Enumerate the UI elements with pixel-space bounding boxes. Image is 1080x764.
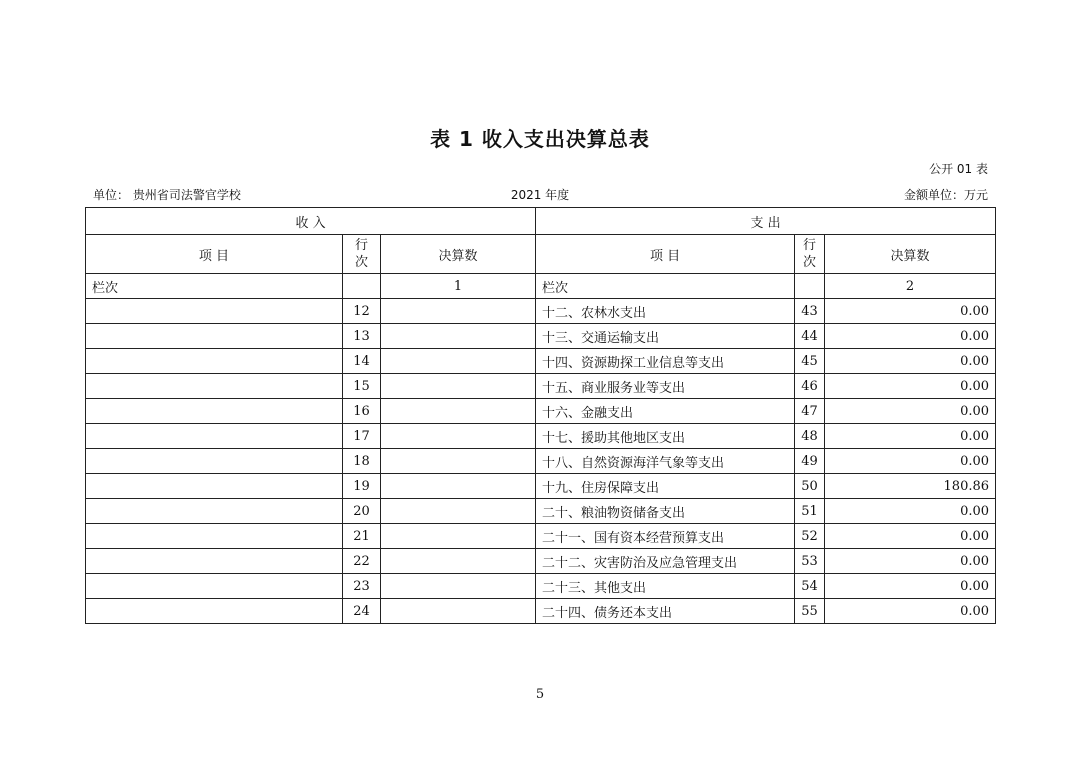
income-amount-cell — [381, 524, 536, 549]
income-expense-table — [85, 207, 996, 624]
expense-line-cell: 51 — [795, 499, 825, 524]
expense-item-cell: 十四、资源勘探工业信息等支出 — [536, 349, 795, 374]
expense-line-cell: 55 — [795, 599, 825, 624]
income-line-cell: 14 — [343, 349, 381, 374]
column-number-row — [86, 274, 996, 299]
section-header-row — [86, 208, 996, 235]
income-item-cell — [86, 574, 343, 599]
income-item-header: 项 目 — [86, 235, 343, 274]
expense-item-cell: 二十四、债务还本支出 — [536, 599, 795, 624]
money-unit-label: 金额单位：万元 — [903, 188, 988, 202]
income-item-cell — [86, 349, 343, 374]
expense-col-label: 栏次 — [536, 274, 795, 299]
table-row — [86, 299, 996, 324]
line-header-bottom: 次 — [354, 255, 368, 270]
expense-amount-cell: 0.00 — [825, 599, 996, 624]
income-line-cell: 22 — [343, 549, 381, 574]
income-line-cell: 16 — [343, 399, 381, 424]
income-amount-cell — [381, 499, 536, 524]
table-row — [86, 549, 996, 574]
expense-item-cell: 十二、农林水支出 — [536, 299, 795, 324]
expense-item-cell: 二十三、其他支出 — [536, 574, 795, 599]
income-col-line-cell — [343, 274, 381, 299]
expense-item-cell: 十三、交通运输支出 — [536, 324, 795, 349]
page-number: 5 — [535, 687, 545, 702]
expense-line-header — [795, 235, 825, 274]
income-amount-cell — [381, 424, 536, 449]
column-header-row — [86, 235, 996, 274]
income-item-cell — [86, 324, 343, 349]
expense-item-cell: 二十一、国有资本经营预算支出 — [536, 524, 795, 549]
income-line-cell: 12 — [343, 299, 381, 324]
income-amount-cell — [381, 374, 536, 399]
table-row — [86, 524, 996, 549]
expense-item-cell: 十七、援助其他地区支出 — [536, 424, 795, 449]
expense-col-line-cell — [795, 274, 825, 299]
expense-item-header: 项 目 — [536, 235, 795, 274]
table-row — [86, 399, 996, 424]
table-row — [86, 574, 996, 599]
income-item-cell — [86, 474, 343, 499]
income-item-cell — [86, 449, 343, 474]
table-row — [86, 349, 996, 374]
income-item-cell — [86, 549, 343, 574]
income-item-cell — [86, 424, 343, 449]
table-row — [86, 599, 996, 624]
expense-line-cell: 47 — [795, 399, 825, 424]
expense-line-cell: 43 — [795, 299, 825, 324]
income-item-cell — [86, 524, 343, 549]
income-amount-cell — [381, 324, 536, 349]
expense-item-cell: 二十、粮油物资储备支出 — [536, 499, 795, 524]
table-row — [86, 324, 996, 349]
expense-amount-cell: 180.86 — [825, 474, 996, 499]
income-line-cell: 21 — [343, 524, 381, 549]
income-line-cell: 20 — [343, 499, 381, 524]
expense-item-cell: 二十二、灾害防治及应急管理支出 — [536, 549, 795, 574]
income-line-header — [343, 235, 381, 274]
income-col-label: 栏次 — [86, 274, 343, 299]
form-code: 公开 01 表 — [929, 162, 988, 176]
income-item-cell — [86, 599, 343, 624]
expense-line-cell: 52 — [795, 524, 825, 549]
expense-item-cell: 十九、住房保障支出 — [536, 474, 795, 499]
page-title: 表 1 收入支出决算总表 — [430, 127, 650, 151]
income-section-header: 收 入 — [86, 208, 536, 235]
expense-amount-header: 决算数 — [825, 235, 996, 274]
expense-line-cell: 45 — [795, 349, 825, 374]
table-row — [86, 499, 996, 524]
income-line-cell: 19 — [343, 474, 381, 499]
expense-amount-cell: 0.00 — [825, 324, 996, 349]
income-line-cell: 15 — [343, 374, 381, 399]
income-item-cell — [86, 374, 343, 399]
income-item-cell — [86, 499, 343, 524]
income-amount-cell — [381, 349, 536, 374]
expense-line-cell: 54 — [795, 574, 825, 599]
income-item-cell — [86, 299, 343, 324]
expense-line-cell: 46 — [795, 374, 825, 399]
income-amount-cell — [381, 574, 536, 599]
line-header-bottom: 次 — [803, 255, 817, 270]
income-amount-cell — [381, 599, 536, 624]
expense-amount-cell: 0.00 — [825, 424, 996, 449]
unit-label: 单位： 贵州省司法警官学校 — [93, 188, 241, 202]
income-amount-cell — [381, 449, 536, 474]
expense-line-cell: 44 — [795, 324, 825, 349]
expense-amount-cell: 0.00 — [825, 449, 996, 474]
expense-amount-cell: 0.00 — [825, 524, 996, 549]
expense-col-number: 2 — [825, 274, 996, 299]
expense-amount-cell: 0.00 — [825, 299, 996, 324]
table-row — [86, 449, 996, 474]
income-col-number: 1 — [381, 274, 536, 299]
line-header-top: 行 — [803, 238, 817, 253]
expense-amount-cell: 0.00 — [825, 499, 996, 524]
income-line-cell: 13 — [343, 324, 381, 349]
income-amount-header: 决算数 — [381, 235, 536, 274]
expense-line-cell: 50 — [795, 474, 825, 499]
table-row — [86, 424, 996, 449]
income-line-cell: 23 — [343, 574, 381, 599]
income-line-cell: 17 — [343, 424, 381, 449]
table-row — [86, 474, 996, 499]
expense-amount-cell: 0.00 — [825, 349, 996, 374]
expense-line-cell: 49 — [795, 449, 825, 474]
expense-amount-cell: 0.00 — [825, 374, 996, 399]
expense-item-cell: 十六、金融支出 — [536, 399, 795, 424]
income-amount-cell — [381, 399, 536, 424]
expense-item-cell: 十五、商业服务业等支出 — [536, 374, 795, 399]
table-row — [86, 374, 996, 399]
income-line-cell: 18 — [343, 449, 381, 474]
year-label: 2021 年度 — [510, 188, 570, 202]
income-amount-cell — [381, 474, 536, 499]
income-item-cell — [86, 399, 343, 424]
income-line-cell: 24 — [343, 599, 381, 624]
expense-section-header: 支 出 — [536, 208, 996, 235]
income-amount-cell — [381, 299, 536, 324]
expense-amount-cell: 0.00 — [825, 399, 996, 424]
expense-amount-cell: 0.00 — [825, 574, 996, 599]
line-header-top: 行 — [354, 238, 368, 253]
income-amount-cell — [381, 549, 536, 574]
expense-line-cell: 48 — [795, 424, 825, 449]
expense-item-cell: 十八、自然资源海洋气象等支出 — [536, 449, 795, 474]
expense-line-cell: 53 — [795, 549, 825, 574]
expense-amount-cell: 0.00 — [825, 549, 996, 574]
